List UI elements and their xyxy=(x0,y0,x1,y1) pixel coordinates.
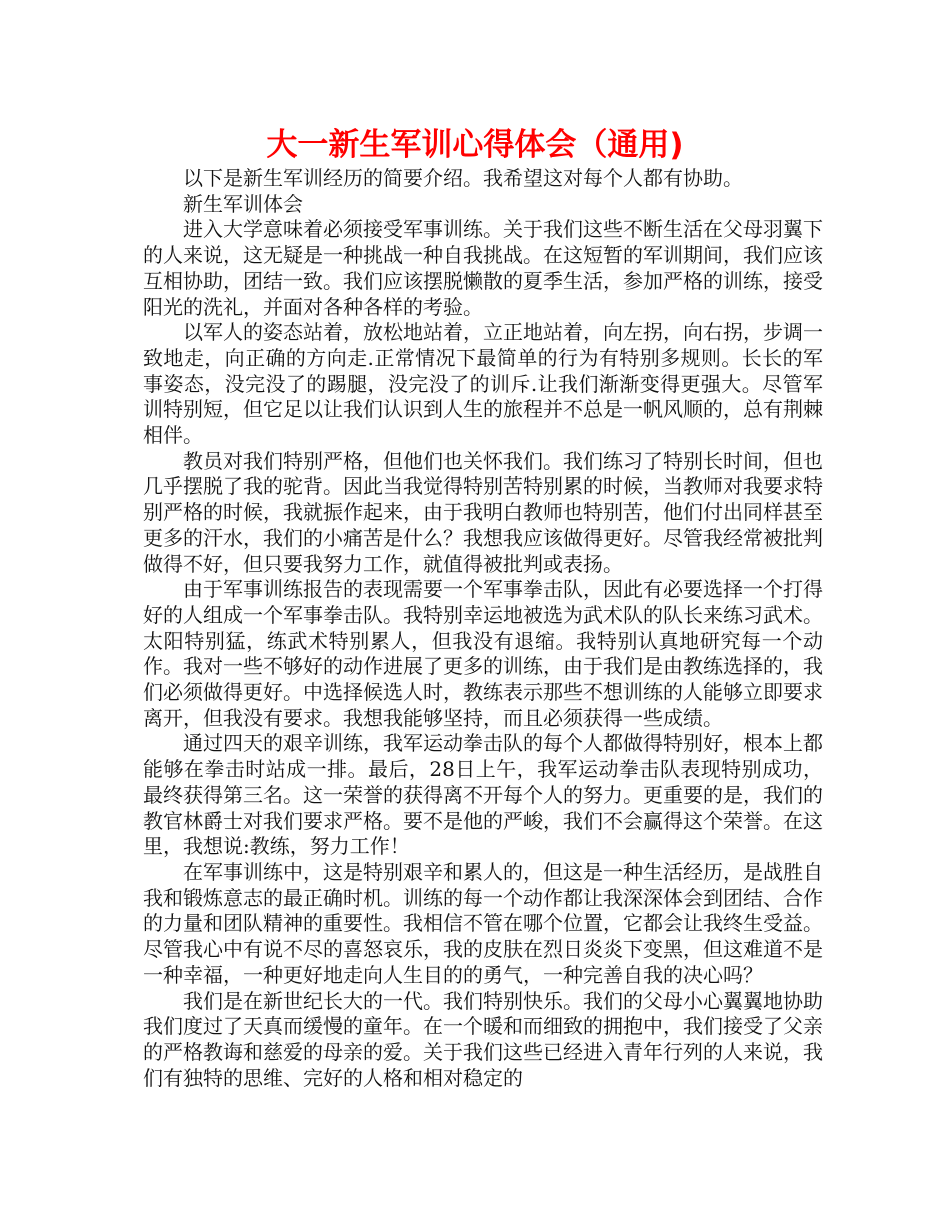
paragraph: 我们是在新世纪长大的一代。我们特别快乐。我们的父母小心翼翼地协助我们度过了天真而缓慢的童年。在一个暖和而细致的拥抱中，我们接受了父亲的严格教诲和慈爱的母亲的爱。关于我们这些已经进入青年行列的人来说，我们有独特的思维、完好的人格和相对稳定的 xyxy=(143,988,823,1090)
document-title: 大一新生军训心得体会（通用) xyxy=(266,127,684,163)
paragraph: 新生军训体会 xyxy=(183,191,303,216)
paragraph: 进入大学意味着必须接受军事训练。关于我们这些不断生活在父母羽翼下的人来说，这无疑是一种挑战一种自我挑战。在这短暂的军训期间，我们应该互相协助，团结一致。我们应该摆脱懒散的夏季生活，参加严格的训练，接受阳光的洗礼，并面对各种各样的考验。 xyxy=(143,217,823,319)
paragraph: 通过四天的艰辛训练，我军运动拳击队的每个人都做得特别好，根本上都能够在拳击时站成一排。最后，28日上午，我军运动拳击队表现特别成功，最终获得第三名。这一荣誉的获得离不开每个人的努力。更重要的是，我们的教官林爵士对我们要求严格。要不是他的严峻，我们不会赢得这个荣誉。在这里，我想说:教练，努力工作！ xyxy=(143,731,823,859)
paragraph: 由于军事训练报告的表现需要一个军事拳击队，因此有必要选择一个打得好的人组成一个军事拳击队。我特别幸运地被选为武术队的队长来练习武术。太阳特别猛，练武术特别累人，但我没有退缩。我特别认真地研究每一个动作。我对一些不够好的动作进展了更多的训练，由于我们是由教练选择的，我们必须做得更好。中选择候选人时，教练表示那些不想训练的人能够立即要求离开，但我没有要求。我想我能够坚持，而且必须获得一些成绩。 xyxy=(143,577,823,730)
paragraph: 以军人的姿态站着，放松地站着，立正地站着，向左拐，向右拐，步调一致地走，向正确的方向走.正常情况下最简单的行为有特别多规则。长长的军事姿态，没完没了的踢腿，没完没了的训斥.让我们渐渐变得更强大。尽管军训特别短，但它足以让我们认识到人生的旅程并不总是一帆风顺的，总有荆棘相伴。 xyxy=(143,320,823,448)
document-body xyxy=(143,166,823,1091)
paragraph: 在军事训练中，这是特别艰辛和累人的，但这是一种生活经历，是战胜自我和锻炼意志的最正确时机。训练的每一个动作都让我深深体会到团结、合作的力量和团队精神的重要性。我相信不管在哪个位置，它都会让我终生受益。尽管我心中有说不尽的喜怒哀乐，我的皮肤在烈日炎炎下变黑，但这难道不是一种幸福，一种更好地走向人生目的的勇气，一种完善自我的决心吗？ xyxy=(143,859,823,987)
paragraph: 教员对我们特别严格，但他们也关怀我们。我们练习了特别长时间，但也几乎摆脱了我的驼背。因此当我觉得特别苦特别累的时候，当教师对我要求特别严格的时候，我就振作起来，由于我明白教师也特别苦，他们付出同样甚至更多的汗水，我们的小痛苦是什么？我想我应该做得更好。尽管我经常被批判做得不好，但只要我努力工作，就值得被批判或表扬。 xyxy=(143,448,823,576)
paragraph: 以下是新生军训经历的简要介绍。我希望这对每个人都有协助。 xyxy=(183,166,743,190)
